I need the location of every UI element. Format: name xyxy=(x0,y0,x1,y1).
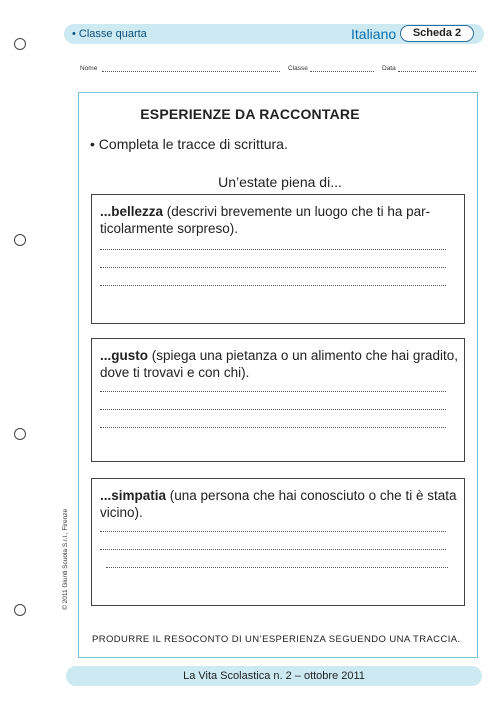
worksheet-subtitle: Un’estate piena di... xyxy=(218,174,342,190)
binder-hole xyxy=(14,428,26,440)
class-label: Classe xyxy=(288,65,308,72)
task-prompt xyxy=(100,487,460,521)
writing-box-gusto xyxy=(91,338,465,462)
date-label: Data xyxy=(382,65,396,72)
binder-hole xyxy=(14,38,26,50)
copyright: © 2011 Giunti Scuola S.r.l., Firenze xyxy=(62,508,69,610)
task-description: (una persona che hai conosciuto o che ti è stata vicino). xyxy=(100,488,457,520)
writing-box-simpatia xyxy=(91,478,465,606)
task-keyword: ...bellezza xyxy=(100,204,164,219)
footer-bar: La Vita Scolastica n. 2 – ottobre 2011 xyxy=(66,666,482,686)
writing-line[interactable] xyxy=(100,267,446,268)
writing-line[interactable] xyxy=(100,409,446,410)
binder-hole xyxy=(14,604,26,616)
class-level: • Classe quarta xyxy=(72,28,147,40)
class-field[interactable] xyxy=(310,71,374,72)
sheet-number: Scheda 2 xyxy=(400,25,474,42)
date-field[interactable] xyxy=(398,71,476,72)
writing-box-bellezza xyxy=(91,194,465,324)
writing-line[interactable] xyxy=(100,285,446,286)
learning-objective: PRODURRE IL RESOCONTO DI UN’ESPERIENZA SEGUENDO UNA TRACCIA. xyxy=(92,634,461,645)
binder-hole xyxy=(14,234,26,246)
task-description: (descrivi brevemente un luogo che ti ha par-ticolarmente sorpreso). xyxy=(100,204,431,236)
task-prompt xyxy=(100,347,460,381)
worksheet-title: ESPERIENZE DA RACCONTARE xyxy=(140,106,360,122)
name-field[interactable] xyxy=(102,71,280,72)
name-label: Nome xyxy=(80,65,98,72)
subject-title: Italiano xyxy=(351,26,397,42)
writing-line[interactable] xyxy=(100,549,446,550)
instruction: • Completa le tracce di scrittura. xyxy=(90,136,288,152)
task-description: (spiega una pietanza o un alimento che hai gradito, dove ti trovavi e con chi). xyxy=(100,348,458,380)
writing-line[interactable] xyxy=(100,391,446,392)
task-keyword: ...simpatia xyxy=(100,488,167,503)
task-prompt xyxy=(100,203,460,237)
writing-line[interactable] xyxy=(100,531,446,532)
task-keyword: ...gusto xyxy=(100,348,148,363)
writing-line[interactable] xyxy=(100,249,446,250)
writing-line[interactable] xyxy=(106,567,448,568)
writing-line[interactable] xyxy=(100,427,446,428)
